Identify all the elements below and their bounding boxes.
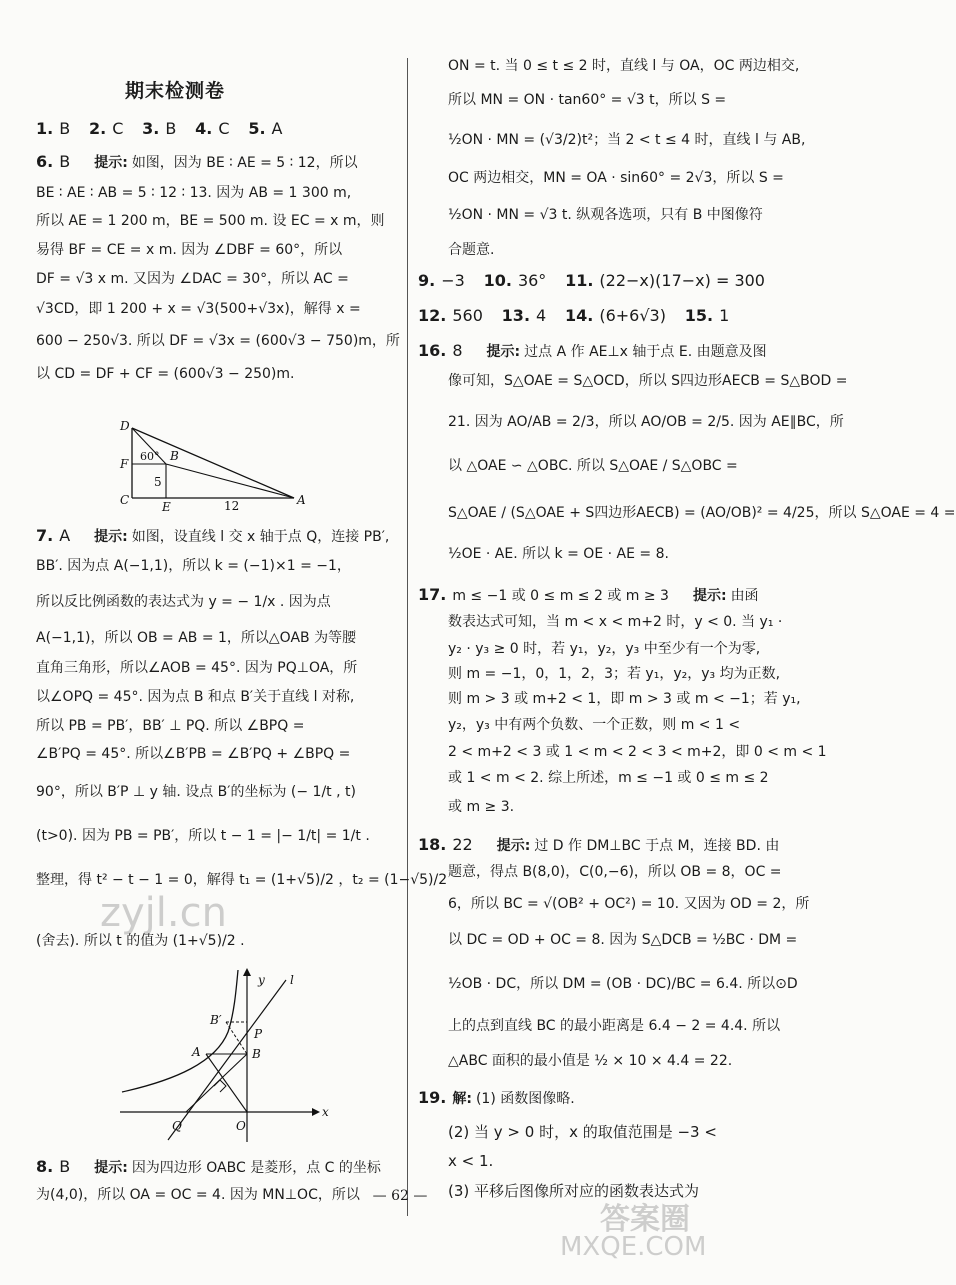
column-divider xyxy=(407,58,408,1216)
page-number: — 62 — xyxy=(372,1188,428,1204)
answers-1-5: 1. B 2. C 3. B 4. C 5. A xyxy=(36,119,283,138)
q16-line: ½OE · AE. 所以 k = OE · AE = 8. xyxy=(448,546,669,562)
q17-line: 数表达式可知，当 m < x < m+2 时，y < 0. 当 y₁ · xyxy=(448,614,783,630)
q6-line: √3CD，即 1 200 + x = √3(500+√3x)，解得 x = xyxy=(36,301,361,317)
q19-header: 19. 解: (1) 函数图像略. xyxy=(418,1088,575,1107)
q16-line: 像可知，S△OAE = S△OCD，所以 S四边形AECB = S△BOD = xyxy=(448,373,848,389)
q19-line: (2) 当 y > 0 时，x 的取值范围是 −3 < xyxy=(448,1123,717,1141)
fig-length-ea: 12 xyxy=(224,499,240,513)
q6-line: BE ∶ AE ∶ AB = 5 ∶ 12 ∶ 13. 因为 AB = 1 300 m, xyxy=(36,185,352,201)
q7-header: 7. A 提示: 如图，设直线 l 交 x 轴于点 Q，连接 PB′, xyxy=(36,526,390,545)
q6-triangle-figure xyxy=(116,418,356,514)
q16-line: 以 △OAE ∽ △OBC. 所以 S△OAE / S△OBC = xyxy=(448,458,738,474)
q6-line: 易得 BF = CE = x m. 因为 ∠DBF = 60°，所以 xyxy=(36,242,343,258)
q18-line: 上的点到直线 BC 的最小距离是 6.4 − 2 = 4.4. 所以 xyxy=(448,1018,781,1034)
q8-cont-line: ½ON · MN = (√3/2)t²；当 2 < t ≤ 4 时，直线 l 与 AB, xyxy=(448,132,806,148)
fig-label-a: A xyxy=(192,1045,201,1059)
fig-label-e: E xyxy=(162,500,171,514)
watermark-stamp: 答案圈 xyxy=(600,1202,690,1237)
fig-label-d: D xyxy=(120,419,130,433)
q18-header: 18. 22 提示: 过 D 作 DM⊥BC 于点 M，连接 BD. 由 xyxy=(418,835,780,854)
q17-line: 或 m ≥ 3. xyxy=(448,799,515,815)
fig-label-y: y xyxy=(258,973,265,987)
q19-line: (3) 平移后图像所对应的函数表达式为 xyxy=(448,1182,700,1200)
q7-line: (舍去). 所以 t 的值为 (1+√5)/2 . xyxy=(36,933,245,949)
q8-cont-line: 合题意. xyxy=(448,242,495,258)
fig-length-be: 5 xyxy=(154,475,162,489)
watermark-left: zyjl.cn xyxy=(100,890,227,936)
q6-header: 6. B 提示: 如图，因为 BE ∶ AE = 5 ∶ 12，所以 xyxy=(36,152,358,171)
fig-label-p: P xyxy=(254,1027,263,1041)
q7-line: 所以 PB = PB′，BB′ ⊥ PQ. 所以 ∠BPQ = xyxy=(36,718,305,734)
q18-line: 6，所以 BC = √(OB² + OC²) = 10. 又因为 OD = 2，所 xyxy=(448,896,810,912)
fig-label-l: l xyxy=(290,973,294,987)
fig-label-b: B xyxy=(252,1047,261,1061)
q7-line: (t>0). 因为 PB = PB′，所以 t − 1 = |− 1/t| = 1/t . xyxy=(36,828,370,844)
q17-line: 2 < m+2 < 3 或 1 < m < 2 < 3 < m+2，即 0 < m < 1 xyxy=(448,744,827,760)
q18-line: 题意，得点 B(8,0)，C(0,−6)，所以 OB = 8，OC = xyxy=(448,864,782,880)
q7-line: 90°，所以 B′P ⊥ y 轴. 设点 B′的坐标为 (− 1/t , t) xyxy=(36,784,356,800)
q18-line: △ABC 面积的最小值是 ½ × 10 × 4.4 = 22. xyxy=(448,1053,733,1069)
q8-cont-line: ON = t. 当 0 ≤ t ≤ 2 时，直线 l 与 OA，OC 两边相交, xyxy=(448,58,800,74)
q7-line: BB′. 因为点 A(−1,1)，所以 k = (−1)×1 = −1， xyxy=(36,558,351,574)
fig-label-q: Q xyxy=(172,1119,182,1133)
q16-line: 21. 因为 AO/AB = 2/3，所以 AO/OB = 2/5. 因为 AE∥BC，所 xyxy=(448,414,844,430)
q7-line: 整理，得 t² − t − 1 = 0，解得 t₁ = (1+√5)/2 ，t₂ = (1−√5)/2 xyxy=(36,872,448,888)
answers-9-11: 9. −3 10. 36° 11. (22−x)(17−x) = 300 xyxy=(418,271,765,290)
q7-line: A(−1,1)，所以 OB = AB = 1，所以△OAB 为等腰 xyxy=(36,630,357,646)
fig-label-b: B xyxy=(170,449,179,463)
fig-label-a: A xyxy=(297,493,306,507)
page-title: 期末检测卷 xyxy=(125,80,226,102)
q17-line: 则 m > 3 或 m+2 < 1，即 m > 3 或 m < −1；若 y₁, xyxy=(448,691,801,707)
q8-line: 为(4,0)，所以 OA = OC = 4. 因为 MN⊥OC，所以 xyxy=(36,1187,360,1203)
fig-label-o: O xyxy=(236,1119,246,1133)
q17-line: 则 m = −1，0，1，2，3；若 y₁，y₂，y₃ 均为正数, xyxy=(448,666,781,682)
answers-12-15: 12. 560 13. 4 14. (6+6√3) 15. 1 xyxy=(418,306,730,325)
q17-line: y₂，y₃ 中有两个负数、一个正数，则 m < 1 < xyxy=(448,717,741,733)
q17-header: 17. m ≤ −1 或 0 ≤ m ≤ 2 或 m ≥ 3 提示: 由函 xyxy=(418,585,759,604)
fig-label-c: C xyxy=(120,493,130,507)
fig-label-x: x xyxy=(322,1105,329,1119)
q6-line: 以 CD = DF + CF = (600√3 − 250)m. xyxy=(36,366,295,382)
q6-line: DF = √3 x m. 又因为 ∠DAC = 30°，所以 AC = xyxy=(36,271,349,287)
q18-line: ½OB · DC，所以 DM = (OB · DC)/BC = 6.4. 所以⊙D xyxy=(448,976,798,992)
q18-line: 以 DC = OD + OC = 8. 因为 S△DCB = ½BC · DM = xyxy=(448,932,798,948)
q7-line: 以∠OPQ = 45°. 因为点 B 和点 B′关于直线 l 对称, xyxy=(36,689,355,705)
q16-line: S△OAE / (S△OAE + S四边形AECB) = (AO/OB)² = 4/25，所以 S△OAE = 4 = xyxy=(448,505,956,521)
q16-header: 16. 8 提示: 过点 A 作 AE⊥x 轴于点 E. 由题意及图 xyxy=(418,341,767,360)
q8-cont-line: ½ON · MN = √3 t. 纵观各选项，只有 B 中图像符 xyxy=(448,207,763,223)
fig-angle-60: 60° xyxy=(140,450,160,463)
q6-line: 600 − 250√3. 所以 DF = √3x = (600√3 − 750)m，所 xyxy=(36,333,400,349)
q7-line: 所以反比例函数的表达式为 y = − 1/x . 因为点 xyxy=(36,594,331,610)
watermark-right: MXQE.COM xyxy=(560,1232,707,1262)
q8-header: 8. B 提示: 因为四边形 OABC 是菱形，点 C 的坐标 xyxy=(36,1157,381,1176)
q17-line: 或 1 < m < 2. 综上所述，m ≤ −1 或 0 ≤ m ≤ 2 xyxy=(448,770,769,786)
fig-label-f: F xyxy=(120,457,129,471)
q19-line: x < 1. xyxy=(448,1152,494,1170)
q8-cont-line: OC 两边相交，MN = OA · sin60° = 2√3，所以 S = xyxy=(448,170,784,186)
q6-line: 所以 AE = 1 200 m，BE = 500 m. 设 EC = x m，则 xyxy=(36,213,385,229)
q17-line: y₂ · y₃ ≥ 0 时，若 y₁，y₂，y₃ 中至少有一个为零, xyxy=(448,641,761,657)
q8-cont-line: 所以 MN = ON · tan60° = √3 t，所以 S = xyxy=(448,92,727,108)
fig-label-bprime: B′ xyxy=(210,1013,222,1027)
q7-line: ∠B′PQ = 45°. 所以∠B′PB = ∠B′PQ + ∠BPQ = xyxy=(36,746,351,762)
q7-coordinate-figure xyxy=(116,962,356,1150)
q7-line: 直角三角形，所以∠AOB = 45°. 因为 PQ⊥OA，所 xyxy=(36,660,358,676)
